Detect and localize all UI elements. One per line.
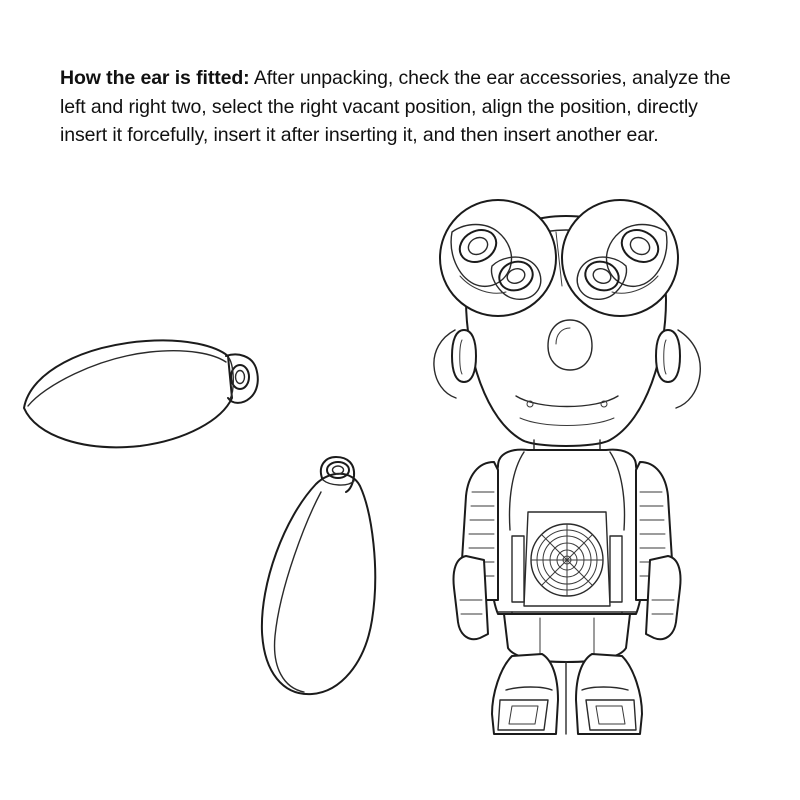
right-ear-part — [262, 457, 375, 694]
ear-socket-callout-left — [440, 200, 556, 316]
ear-socket-callout-right — [562, 200, 678, 316]
left-ear-part — [24, 340, 258, 447]
instruction-body: After unpacking, check the ear accessories, analyze the left and right two, select the right vacant position, align the position, directly insert it forcefully, insert it after inserting it, and then insert another ear. — [60, 67, 731, 147]
robot-figure — [434, 200, 700, 734]
instruction-heading: How the ear is fitted: — [60, 67, 250, 89]
